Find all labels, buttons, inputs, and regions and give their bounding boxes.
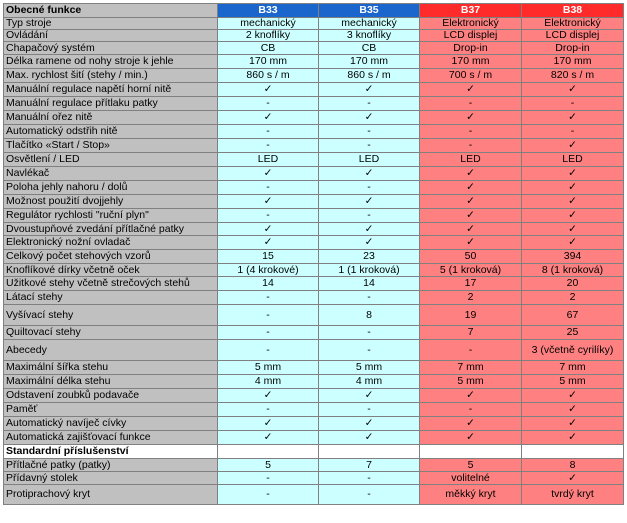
row-label: Osvětlení / LED (4, 153, 218, 167)
value-cell-b33: ✓ (218, 111, 319, 125)
value-cell-b35: ✓ (319, 111, 420, 125)
row-label: Abecedy (4, 340, 218, 361)
table-row (4, 55, 624, 69)
value-cell-b35: - (319, 139, 420, 153)
value-cell-b35: 860 s / m (319, 69, 420, 83)
value-cell-b35: 4 mm (319, 375, 420, 389)
value-cell-b37: 17 (420, 277, 522, 291)
value-cell-b37: 50 (420, 250, 522, 264)
value-cell-b33: - (218, 305, 319, 326)
value-cell-b37: 19 (420, 305, 522, 326)
value-cell-b33: 5 mm (218, 361, 319, 375)
value-cell-b38: 170 mm (522, 55, 624, 69)
table-row (4, 340, 624, 361)
section-spacer-cell (319, 445, 420, 459)
table-row (4, 305, 624, 326)
value-cell-b38: ✓ (522, 417, 624, 431)
value-cell-b37: 7 (420, 326, 522, 340)
value-cell-b37: 5 (420, 459, 522, 472)
row-label: Automatický odstřih nitě (4, 125, 218, 139)
value-cell-b35: 170 mm (319, 55, 420, 69)
row-label: Maximální délka stehu (4, 375, 218, 389)
row-label: Automatický navíječ cívky (4, 417, 218, 431)
value-cell-b38: 8 (522, 459, 624, 472)
value-cell-b33: 2 knoflíky (218, 30, 319, 42)
table-row (4, 403, 624, 417)
row-label: Přídavný stolek (4, 472, 218, 485)
value-cell-b33: - (218, 209, 319, 223)
value-cell-b38: tvrdý kryt (522, 485, 624, 505)
value-cell-b35: ✓ (319, 417, 420, 431)
section-spacer-cell (522, 445, 624, 459)
model-header-b35: B35 (319, 4, 420, 18)
value-cell-b35: - (319, 291, 420, 305)
value-cell-b37: - (420, 403, 522, 417)
value-cell-b38: ✓ (522, 111, 624, 125)
value-cell-b37: ✓ (420, 236, 522, 250)
value-cell-b37: měkký kryt (420, 485, 522, 505)
value-cell-b33: 4 mm (218, 375, 319, 389)
row-label: Tlačítko «Start / Stop» (4, 139, 218, 153)
row-label: Elektronický nožní ovladač (4, 236, 218, 250)
value-cell-b35: 1 (1 kroková) (319, 264, 420, 277)
value-cell-b35: - (319, 340, 420, 361)
row-label: Knoflíkové dírky včetně oček (4, 264, 218, 277)
spec-comparison (3, 3, 624, 505)
value-cell-b33: - (218, 340, 319, 361)
value-cell-b38: 25 (522, 326, 624, 340)
value-cell-b38: ✓ (522, 167, 624, 181)
value-cell-b37: - (420, 139, 522, 153)
value-cell-b38: ✓ (522, 403, 624, 417)
table-row (4, 83, 624, 97)
row-label: Odstavení zoubků podavače (4, 389, 218, 403)
value-cell-b35: - (319, 181, 420, 195)
value-cell-b33: - (218, 125, 319, 139)
table-row (4, 181, 624, 195)
value-cell-b35: - (319, 403, 420, 417)
value-cell-b37: ✓ (420, 389, 522, 403)
value-cell-b35: ✓ (319, 223, 420, 236)
table-row (4, 417, 624, 431)
row-label: Celkový počet stehových vzorů (4, 250, 218, 264)
value-cell-b37: 5 mm (420, 375, 522, 389)
table-row (4, 361, 624, 375)
value-cell-b35: ✓ (319, 167, 420, 181)
section-spacer-cell (420, 445, 522, 459)
value-cell-b33: ✓ (218, 167, 319, 181)
row-label: Chapačový systém (4, 42, 218, 55)
row-label: Manuální regulace přítlaku patky (4, 97, 218, 111)
row-label: Užitkové stehy včetně strečových stehů (4, 277, 218, 291)
value-cell-b38: 7 mm (522, 361, 624, 375)
value-cell-b33: ✓ (218, 236, 319, 250)
value-cell-b33: - (218, 181, 319, 195)
value-cell-b37: 2 (420, 291, 522, 305)
value-cell-b38: ✓ (522, 223, 624, 236)
section-title: Standardní příslušenství (4, 445, 218, 459)
value-cell-b35: ✓ (319, 431, 420, 445)
value-cell-b33: ✓ (218, 389, 319, 403)
value-cell-b33: - (218, 97, 319, 111)
row-label: Paměť (4, 403, 218, 417)
value-cell-b37: Elektronický (420, 18, 522, 30)
value-cell-b38: ✓ (522, 389, 624, 403)
value-cell-b35: ✓ (319, 83, 420, 97)
value-cell-b33: - (218, 326, 319, 340)
table-row (4, 291, 624, 305)
value-cell-b37: ✓ (420, 195, 522, 209)
value-cell-b37: 700 s / m (420, 69, 522, 83)
model-header-b37: B37 (420, 4, 522, 18)
comparison-table (3, 3, 624, 505)
row-label: Protiprachový kryt (4, 485, 218, 505)
table-row (4, 264, 624, 277)
comparison-table-body (4, 4, 624, 505)
row-label: Délka ramene od nohy stroje k jehle (4, 55, 218, 69)
value-cell-b35: 14 (319, 277, 420, 291)
value-cell-b33: - (218, 485, 319, 505)
value-cell-b37: - (420, 340, 522, 361)
value-cell-b37: - (420, 97, 522, 111)
value-cell-b33: 14 (218, 277, 319, 291)
table-row (4, 485, 624, 505)
table-row (4, 236, 624, 250)
value-cell-b38: ✓ (522, 209, 624, 223)
value-cell-b38: 67 (522, 305, 624, 326)
table-row (4, 153, 624, 167)
table-row (4, 389, 624, 403)
row-label: Navlékač (4, 167, 218, 181)
value-cell-b33: 5 (218, 459, 319, 472)
value-cell-b38: 2 (522, 291, 624, 305)
value-cell-b38: 394 (522, 250, 624, 264)
table-row (4, 250, 624, 264)
section-header-row (4, 445, 624, 459)
table-row (4, 431, 624, 445)
row-label: Dvoustupňové zvedání přítlačné patky (4, 223, 218, 236)
row-label: Ovládání (4, 30, 218, 42)
value-cell-b37: ✓ (420, 223, 522, 236)
value-cell-b38: ✓ (522, 472, 624, 485)
table-row (4, 42, 624, 55)
value-cell-b33: - (218, 403, 319, 417)
table-row (4, 139, 624, 153)
table-row (4, 277, 624, 291)
value-cell-b37: ✓ (420, 83, 522, 97)
value-cell-b35: mechanický (319, 18, 420, 30)
value-cell-b35: - (319, 485, 420, 505)
value-cell-b38: ✓ (522, 195, 624, 209)
value-cell-b35: - (319, 209, 420, 223)
value-cell-b35: ✓ (319, 236, 420, 250)
table-row (4, 195, 624, 209)
value-cell-b38: 8 (1 kroková) (522, 264, 624, 277)
row-label: Možnost použití dvojjehly (4, 195, 218, 209)
value-cell-b35: 23 (319, 250, 420, 264)
value-cell-b35: ✓ (319, 389, 420, 403)
value-cell-b37: Drop-in (420, 42, 522, 55)
value-cell-b35: - (319, 472, 420, 485)
value-cell-b33: 860 s / m (218, 69, 319, 83)
value-cell-b35: - (319, 97, 420, 111)
value-cell-b38: LCD displej (522, 30, 624, 42)
value-cell-b38: 820 s / m (522, 69, 624, 83)
value-cell-b35: 5 mm (319, 361, 420, 375)
value-cell-b33: 170 mm (218, 55, 319, 69)
value-cell-b37: ✓ (420, 417, 522, 431)
table-row (4, 111, 624, 125)
value-cell-b33: ✓ (218, 83, 319, 97)
value-cell-b38: - (522, 125, 624, 139)
value-cell-b35: - (319, 326, 420, 340)
table-row (4, 375, 624, 389)
table-row (4, 472, 624, 485)
section-spacer-cell (218, 445, 319, 459)
value-cell-b35: 3 knoflíky (319, 30, 420, 42)
row-label: Manuální ořez nitě (4, 111, 218, 125)
value-cell-b35: 8 (319, 305, 420, 326)
section-title: Obecné funkce (4, 4, 218, 18)
table-row (4, 30, 624, 42)
table-row (4, 125, 624, 139)
value-cell-b38: ✓ (522, 181, 624, 195)
value-cell-b35: CB (319, 42, 420, 55)
row-label: Typ stroje (4, 18, 218, 30)
row-label: Regulátor rychlosti "ruční plyn" (4, 209, 218, 223)
value-cell-b37: 7 mm (420, 361, 522, 375)
value-cell-b33: ✓ (218, 417, 319, 431)
value-cell-b35: LED (319, 153, 420, 167)
value-cell-b38: - (522, 97, 624, 111)
value-cell-b38: ✓ (522, 431, 624, 445)
value-cell-b37: ✓ (420, 181, 522, 195)
value-cell-b38: ✓ (522, 83, 624, 97)
value-cell-b37: LED (420, 153, 522, 167)
value-cell-b33: CB (218, 42, 319, 55)
table-row (4, 69, 624, 83)
row-label: Quiltovací stehy (4, 326, 218, 340)
row-label: Přítlačné patky (patky) (4, 459, 218, 472)
value-cell-b33: - (218, 291, 319, 305)
value-cell-b37: volitelné (420, 472, 522, 485)
table-row (4, 223, 624, 236)
value-cell-b33: ✓ (218, 431, 319, 445)
row-label: Poloha jehly nahoru / dolů (4, 181, 218, 195)
value-cell-b33: 1 (4 krokové) (218, 264, 319, 277)
table-row (4, 18, 624, 30)
value-cell-b37: ✓ (420, 431, 522, 445)
value-cell-b35: ✓ (319, 195, 420, 209)
value-cell-b37: 170 mm (420, 55, 522, 69)
row-label: Manuální regulace napětí horní nitě (4, 83, 218, 97)
value-cell-b37: ✓ (420, 167, 522, 181)
table-row (4, 97, 624, 111)
value-cell-b33: - (218, 472, 319, 485)
value-cell-b37: 5 (1 kroková) (420, 264, 522, 277)
value-cell-b33: 15 (218, 250, 319, 264)
row-label: Maximální šířka stehu (4, 361, 218, 375)
row-label: Max. rychlost šití (stehy / min.) (4, 69, 218, 83)
value-cell-b38: Drop-in (522, 42, 624, 55)
value-cell-b38: ✓ (522, 236, 624, 250)
value-cell-b38: 3 (včetně cyrilíky) (522, 340, 624, 361)
model-header-b33: B33 (218, 4, 319, 18)
value-cell-b38: 5 mm (522, 375, 624, 389)
value-cell-b33: - (218, 139, 319, 153)
value-cell-b38: 20 (522, 277, 624, 291)
value-cell-b33: ✓ (218, 195, 319, 209)
table-row (4, 209, 624, 223)
row-label: Látací stehy (4, 291, 218, 305)
value-cell-b33: mechanický (218, 18, 319, 30)
section-header-row (4, 4, 624, 18)
value-cell-b38: LED (522, 153, 624, 167)
value-cell-b37: ✓ (420, 111, 522, 125)
row-label: Automatická zajišťovací funkce (4, 431, 218, 445)
value-cell-b37: ✓ (420, 209, 522, 223)
value-cell-b35: - (319, 125, 420, 139)
table-row (4, 326, 624, 340)
value-cell-b37: - (420, 125, 522, 139)
value-cell-b37: LCD displej (420, 30, 522, 42)
value-cell-b35: 7 (319, 459, 420, 472)
table-row (4, 167, 624, 181)
value-cell-b38: Elektronický (522, 18, 624, 30)
row-label: Vyšívací stehy (4, 305, 218, 326)
table-row (4, 459, 624, 472)
value-cell-b33: ✓ (218, 223, 319, 236)
value-cell-b33: LED (218, 153, 319, 167)
model-header-b38: B38 (522, 4, 624, 18)
value-cell-b38: ✓ (522, 139, 624, 153)
